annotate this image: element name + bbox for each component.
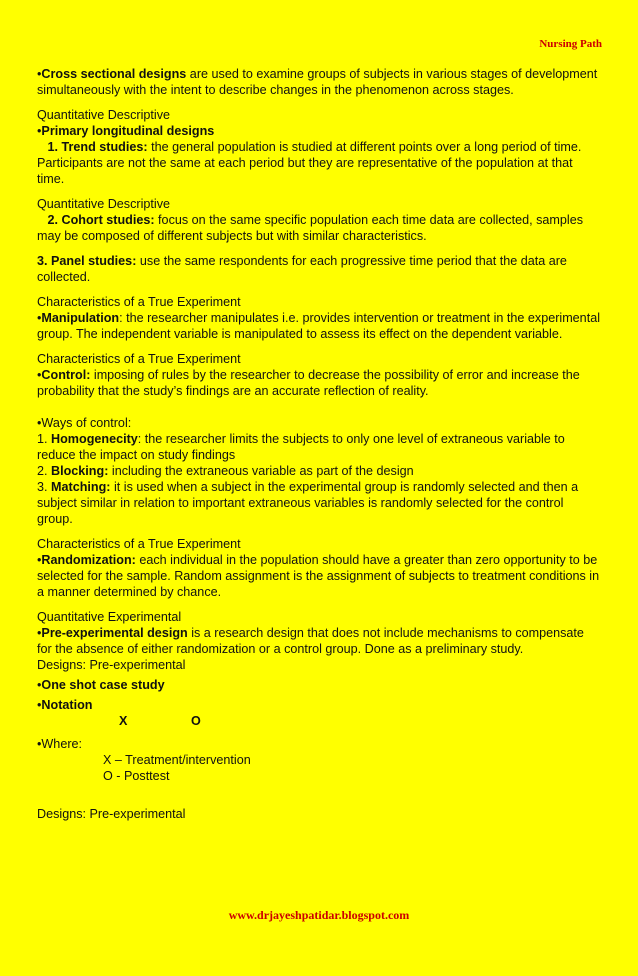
cohort-studies-paragraph bbox=[37, 212, 602, 244]
header-title: Nursing Path bbox=[539, 38, 602, 50]
bullet: • bbox=[37, 553, 42, 567]
definition: the general population is studied at different points over a long period of time. Participants are not the same at each period but they are representative of the population at that time. bbox=[37, 140, 582, 186]
term: Primary longitudinal designs bbox=[41, 124, 215, 138]
panel-studies-paragraph bbox=[37, 253, 602, 285]
term: Notation bbox=[41, 698, 93, 712]
manipulation-paragraph bbox=[37, 310, 602, 342]
x-definition: X – Treatment/intervention bbox=[103, 753, 251, 767]
bullet: • bbox=[37, 626, 42, 640]
bullet: • bbox=[37, 698, 42, 712]
bullet: • bbox=[37, 678, 42, 692]
cross-sectional-paragraph bbox=[37, 66, 602, 98]
notation-x: X bbox=[119, 714, 128, 728]
bullet: • bbox=[37, 737, 42, 751]
term: Matching: bbox=[51, 480, 111, 494]
trend-studies-paragraph bbox=[37, 139, 602, 187]
definition: use the same respondents for each progressive time period that the data are collected. bbox=[37, 254, 567, 284]
ways-heading bbox=[37, 415, 602, 431]
notation-item bbox=[37, 697, 602, 713]
bullet: • bbox=[37, 368, 42, 382]
where-item bbox=[37, 736, 602, 752]
designs-label: Designs: Pre-experimental bbox=[37, 807, 186, 821]
section-heading: Characteristics of a True Experiment bbox=[37, 537, 241, 551]
notation-o: O bbox=[191, 714, 201, 728]
o-definition: O - Posttest bbox=[103, 769, 170, 783]
definition: imposing of rules by the researcher to decrease the possibility of error and increase the probability that the study’s findings are an accurate reflection of reality. bbox=[37, 368, 580, 398]
section-heading: Characteristics of a True Experiment bbox=[37, 295, 241, 309]
bullet: • bbox=[37, 124, 42, 138]
bullet: • bbox=[37, 67, 42, 81]
definition: is a research design that does not include mechanisms to compensate for the absence of either randomization or a control group. Done as a preliminary study. bbox=[37, 626, 584, 656]
one-shot-item bbox=[37, 677, 602, 693]
term: Control: bbox=[41, 368, 91, 382]
randomization-paragraph bbox=[37, 552, 602, 600]
definition: are used to examine groups of subjects in various stages of development simultaneously with the intent to describe changes in the phenomenon across stages. bbox=[37, 67, 598, 97]
term: Manipulation bbox=[41, 311, 120, 325]
definition: : the researcher manipulates i.e. provides intervention or treatment in the experimental group. The independent variable is manipulated to assess its effect on the dependent variable. bbox=[37, 311, 600, 341]
definition: including the extraneous variable as part of the design bbox=[108, 464, 414, 478]
section-heading: Quantitative Descriptive bbox=[37, 197, 170, 211]
term: Pre-experimental design bbox=[41, 626, 188, 640]
bullet-item bbox=[37, 123, 602, 139]
bullet: • bbox=[37, 311, 42, 325]
definition: focus on the same specific population each time data are collected, samples may be composed of different subjects but with similar characteristics. bbox=[37, 213, 583, 243]
section-heading: Quantitative Descriptive bbox=[37, 108, 170, 122]
heading-text: Where: bbox=[41, 737, 83, 751]
item-number: 3. bbox=[37, 480, 52, 494]
footer-url: www.drjayeshpatidar.blogspot.com bbox=[228, 908, 410, 922]
bullet: • bbox=[37, 416, 42, 430]
definition: : the researcher limits the subjects to only one level of extraneous variable to reduce the impact on study findings bbox=[37, 432, 565, 462]
item-number: 2. bbox=[37, 464, 52, 478]
item-number: 1. bbox=[37, 432, 52, 446]
pre-experimental-paragraph bbox=[37, 625, 602, 657]
notation-row bbox=[37, 713, 602, 729]
section-heading: Characteristics of a True Experiment bbox=[37, 352, 241, 366]
document-body bbox=[37, 66, 602, 822]
section-heading: Quantitative Experimental bbox=[37, 610, 182, 624]
term: 2. Cohort studies: bbox=[47, 213, 155, 227]
blocking-item bbox=[37, 463, 602, 479]
term: One shot case study bbox=[41, 678, 165, 692]
term: 1. Trend studies: bbox=[47, 140, 148, 154]
designs-label: Designs: Pre-experimental bbox=[37, 658, 186, 672]
control-paragraph bbox=[37, 367, 602, 399]
definition: each individual in the population should have a greater than zero opportunity to be selected for the sample. Random assignment is the assignment of subjects to treatment conditions in a manner determined by chance. bbox=[37, 553, 600, 599]
matching-item bbox=[37, 479, 602, 527]
definition: it is used when a subject in the experimental group is randomly selected and then a subject similar in relation to important extraneous variables is randomly selected for the control group. bbox=[37, 480, 579, 526]
term: 3. Panel studies: bbox=[37, 254, 137, 268]
homogenecity-item bbox=[37, 431, 602, 463]
heading-text: Ways of control: bbox=[41, 416, 132, 430]
term: Homogenecity bbox=[51, 432, 138, 446]
term: Randomization: bbox=[41, 553, 136, 567]
term: Cross sectional designs bbox=[41, 67, 187, 81]
term: Blocking: bbox=[51, 464, 109, 478]
